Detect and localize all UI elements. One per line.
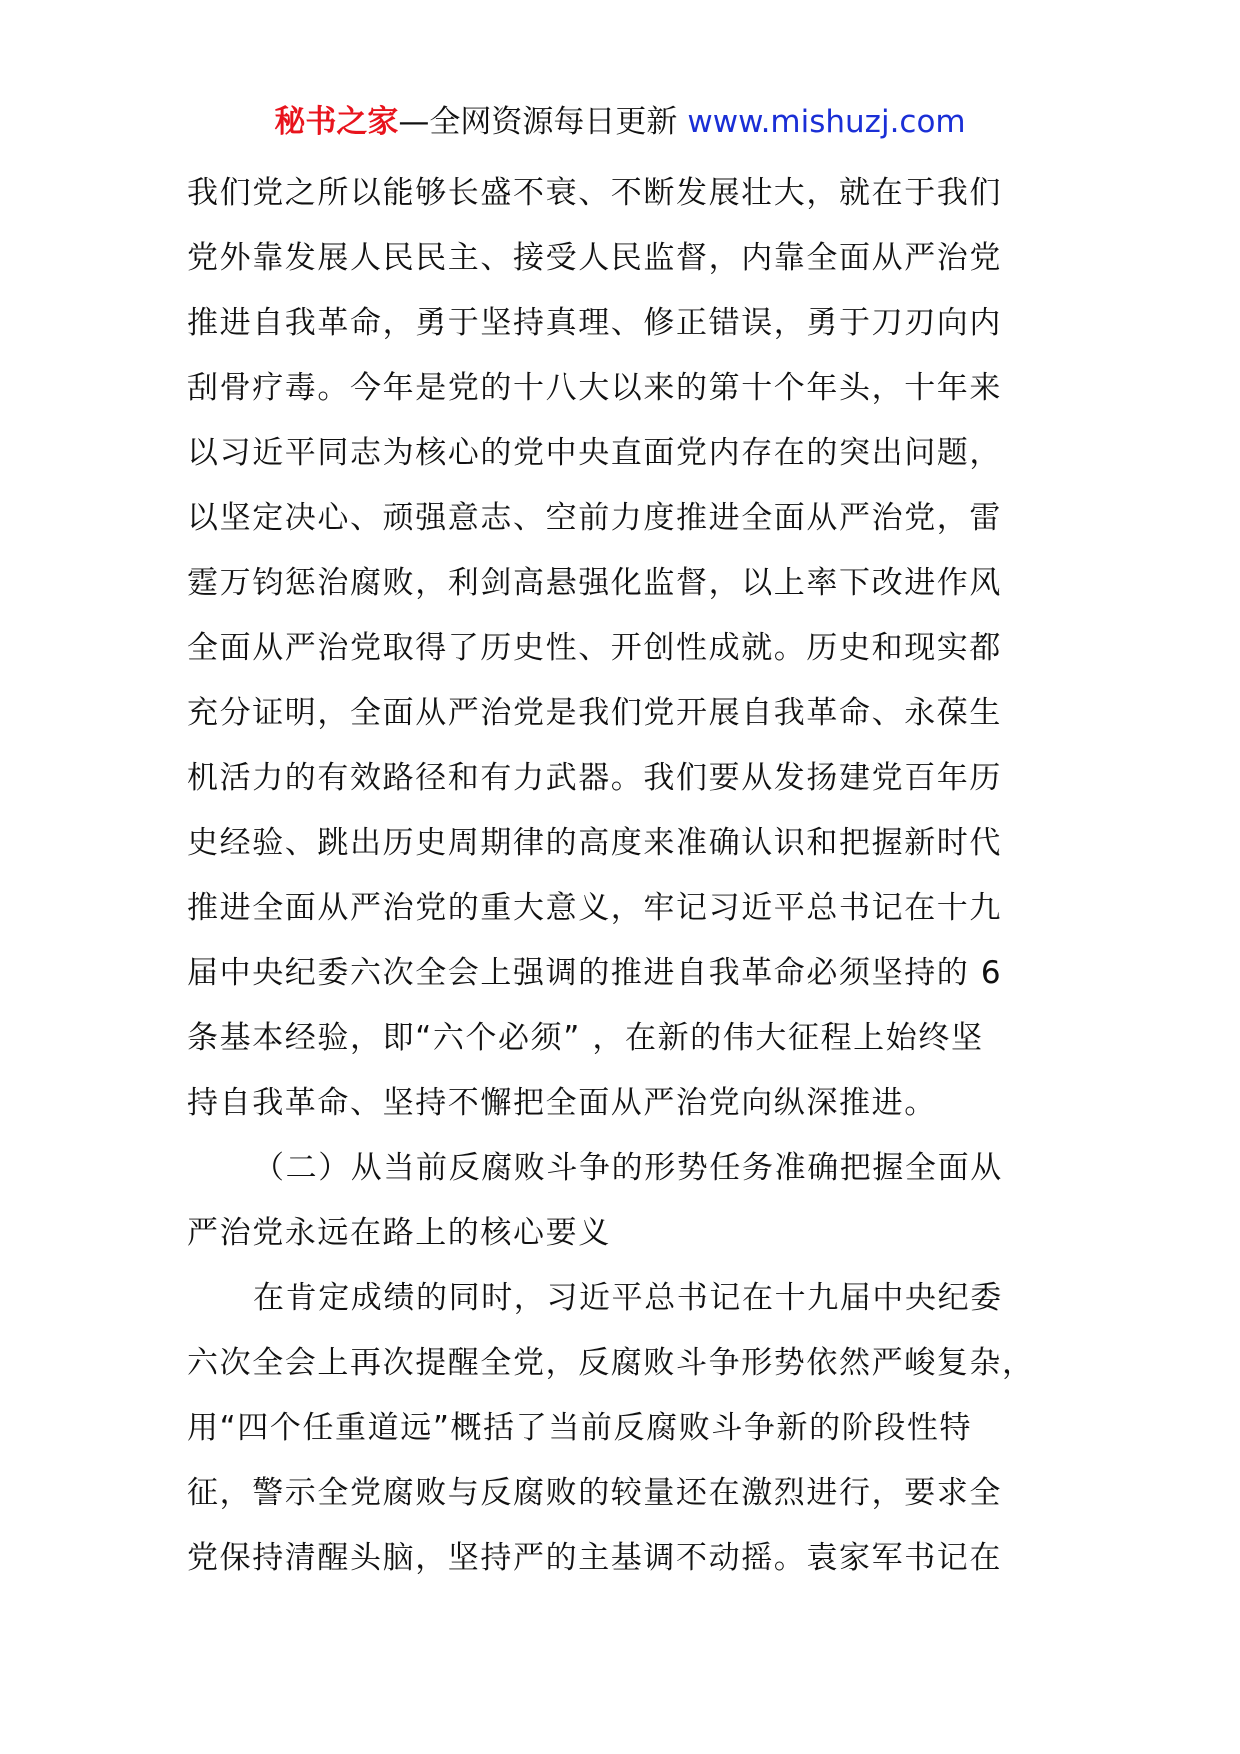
- body-line: 史经验、跳出历史周期律的高度来准确认识和把握新时代: [187, 825, 1002, 861]
- document-body: [187, 161, 1087, 1591]
- body-line: 持自我革命、坚持不懈把全面从严治党向纵深推进。: [187, 1085, 937, 1121]
- site-url-link[interactable]: www.mishuzj.com: [687, 104, 966, 140]
- body-line: 在肯定成绩的同时，习近平总书记在十九届中央纪委: [253, 1280, 1003, 1316]
- section-heading-line: 严治党永远在路上的核心要义: [187, 1215, 611, 1251]
- body-line: 条基本经验，即“六个必须” ，在新的伟大征程上始终坚: [187, 1020, 984, 1056]
- body-line: 以坚定决心、顽强意志、空前力度推进全面从严治党，雷: [187, 500, 1002, 536]
- body-line: 霆万钧惩治腐败，利剑高悬强化监督，以上率下改进作风: [187, 565, 1002, 601]
- section-heading-line: （二）从当前反腐败斗争的形势任务准确把握全面从: [253, 1150, 1003, 1186]
- body-line: 党保持清醒头脑，坚持严的主基调不动摇。袁家军书记在: [187, 1540, 1002, 1576]
- body-line: 六次全会上再次提醒全党，反腐败斗争形势依然严峻复杂，: [187, 1345, 1035, 1381]
- body-line: 机活力的有效路径和有力武器。我们要从发扬建党百年历: [187, 760, 1002, 796]
- site-brand: 秘书之家: [274, 104, 399, 140]
- body-line: 充分证明，全面从严治党是我们党开展自我革命、永葆生: [187, 695, 1002, 731]
- body-line: 刮骨疗毒。今年是党的十八大以来的第十个年头，十年来: [187, 370, 1002, 406]
- body-line: 全面从严治党取得了历史性、开创性成就。历史和现实都: [187, 630, 1002, 666]
- body-line: 征，警示全党腐败与反腐败的较量还在激烈进行，要求全: [187, 1475, 1002, 1511]
- site-header: [0, 100, 1240, 144]
- body-line: 党外靠发展人民民主、接受人民监督，内靠全面从严治党: [187, 240, 1002, 276]
- body-line: 推进全面从严治党的重大意义，牢记习近平总书记在十九: [187, 890, 1002, 926]
- body-line: 届中央纪委六次全会上强调的推进自我革命必须坚持的 6: [187, 955, 1003, 991]
- body-line: 用“四个任重道远”概括了当前反腐败斗争新的阶段性特: [187, 1410, 973, 1446]
- body-line: 我们党之所以能够长盛不衰、不断发展壮大，就在于我们: [187, 175, 1002, 211]
- body-line: 推进自我革命，勇于坚持真理、修正错误，勇于刀刃向内: [187, 305, 1002, 341]
- body-line: 以习近平同志为核心的党中央直面党内存在的突出问题，: [187, 435, 1002, 471]
- site-tagline: —全网资源每日更新: [398, 104, 678, 140]
